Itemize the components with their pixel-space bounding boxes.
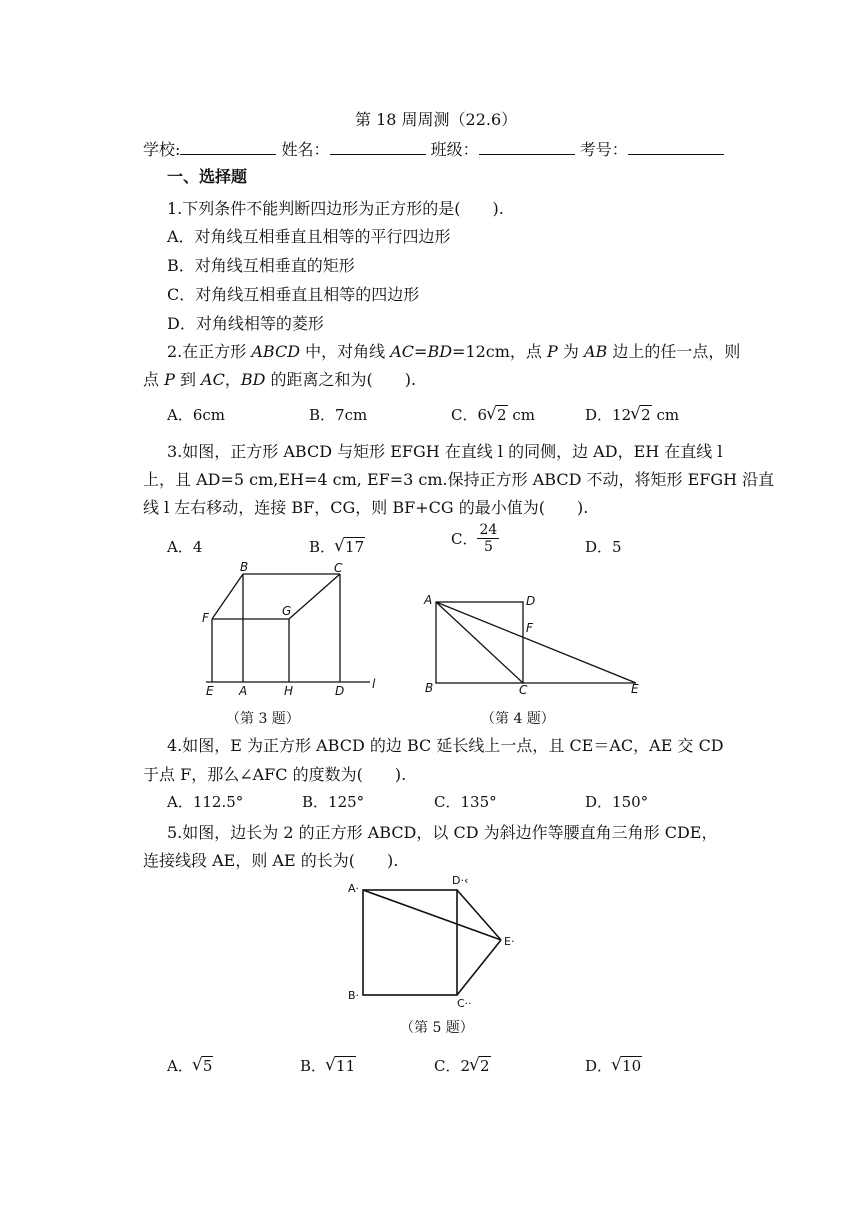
segment-ae xyxy=(363,890,501,940)
q2-stem-line2: 点 P 到 AC，BD 的距离之和为( ). xyxy=(143,370,417,389)
q5-option-d[interactable]: D．√ 10 xyxy=(585,1055,642,1076)
school-blank[interactable] xyxy=(180,140,276,155)
figure-3-caption: （第 3 题） xyxy=(226,711,300,727)
q3-option-d[interactable]: D．5 xyxy=(585,538,622,556)
segment-bf xyxy=(212,574,243,619)
label-b: B· xyxy=(348,989,360,1002)
q1-stem: 1.下列条件不能判断四边形为正方形的是( ). xyxy=(167,199,504,218)
segment-ce xyxy=(457,940,501,995)
label-f: F xyxy=(202,611,209,625)
q3-option-a[interactable]: A．4 xyxy=(167,538,203,556)
q4-option-d[interactable]: D．150° xyxy=(585,793,649,811)
label-d: D xyxy=(526,594,536,608)
school-label: 学校: xyxy=(143,140,181,159)
q3-stem-line2: 上，且 AD=5 cm,EH=4 cm, EF=3 cm.保持正方形 ABCD 不动，将矩形 EFGH 沿直 xyxy=(143,470,775,489)
label-b: B xyxy=(240,560,249,574)
figure-4-caption: （第 4 题） xyxy=(481,711,555,727)
q3-option-c[interactable]: C． $\frac{24}{5}$ xyxy=(451,522,498,556)
class-blank[interactable] xyxy=(479,140,575,155)
figure-4 xyxy=(420,590,650,698)
section-heading: 一、选择题 xyxy=(167,167,248,186)
label-a: A· xyxy=(348,882,360,895)
q2-option-d[interactable]: D．12√ 2 cm xyxy=(585,404,679,425)
q3-stem-line1: 3.如图，正方形 ABCD 与矩形 EFGH 在直线 l 的同侧，边 AD，EH 在直线 l xyxy=(167,442,723,461)
q4-option-c[interactable]: C．135° xyxy=(434,793,497,811)
segment-ae xyxy=(436,602,636,683)
q5-option-a[interactable]: A．√ 5 xyxy=(167,1055,213,1076)
q4-option-a[interactable]: A．112.5° xyxy=(167,793,244,811)
label-a: A xyxy=(424,593,433,607)
figure-5 xyxy=(340,868,530,1008)
q2-option-a[interactable]: A．6cm xyxy=(167,406,226,424)
q5-stem-line1: 5.如图，边长为 2 的正方形 ABCD，以 CD 为斜边作等腰直角三角形 CDE， xyxy=(167,823,718,842)
q5-stem-line2: 连接线段 AE，则 AE 的长为( ). xyxy=(143,851,399,870)
label-h: H xyxy=(284,684,294,698)
q1-option-c[interactable]: C．对角线互相垂直且相等的四边形 xyxy=(167,285,420,304)
q4-option-b[interactable]: B．125° xyxy=(302,793,365,811)
label-e: E xyxy=(206,684,214,698)
label-g: G xyxy=(282,604,292,618)
q1-option-a[interactable]: A．对角线互相垂直且相等的平行四边形 xyxy=(167,227,451,246)
name-blank[interactable] xyxy=(330,140,426,155)
q2-option-c[interactable]: C．6√ 2 cm xyxy=(451,404,535,425)
label-c: C xyxy=(334,561,343,575)
q5-option-b[interactable]: B．√ 11 xyxy=(300,1055,356,1076)
exam-no-label: 考号： xyxy=(579,140,628,159)
q1-option-b[interactable]: B．对角线互相垂直的矩形 xyxy=(167,256,355,275)
figure-3 xyxy=(198,560,388,700)
label-l: l xyxy=(372,677,376,691)
q3-stem-line3: 线 l 左右移动，连接 BF，CG，则 BF+CG 的最小值为( ). xyxy=(143,498,589,517)
label-d: D xyxy=(335,684,345,698)
q4-stem-line2: 于点 F，那么∠AFC 的度数为( ). xyxy=(143,765,407,784)
q2-stem-line1: 2.在正方形 ABCD 中，对角线 AC=BD=12cm，点 P 为 AB 边上的任一点，则 xyxy=(167,342,741,361)
student-info-header xyxy=(143,137,724,160)
segment-cg xyxy=(289,574,340,619)
label-f: F xyxy=(526,621,533,635)
q3-option-b[interactable]: B．√ 17 xyxy=(309,536,365,557)
figure-5-caption: （第 5 题） xyxy=(400,1020,474,1036)
label-e: E· xyxy=(504,935,515,948)
name-label: 姓名： xyxy=(281,140,330,159)
q5-option-c[interactable]: C．2√ 2 xyxy=(434,1055,491,1076)
label-e: E xyxy=(631,682,639,696)
q1-option-d[interactable]: D．对角线相等的菱形 xyxy=(167,314,324,333)
label-a: A xyxy=(239,684,248,698)
q4-stem-line1: 4.如图，E 为正方形 ABCD 的边 BC 延长线上一点，且 CE＝AC，AE 交 CD xyxy=(167,736,724,755)
exam-no-blank[interactable] xyxy=(628,140,724,155)
label-b: B xyxy=(425,681,434,695)
class-label: 班级： xyxy=(430,140,479,159)
label-d: D·‹ xyxy=(452,874,469,887)
label-c: C·· xyxy=(457,997,472,1008)
label-c: C xyxy=(519,683,528,697)
q2-option-b[interactable]: B．7cm xyxy=(309,406,368,424)
page-title: 第 18 周周测（22.6） xyxy=(355,110,518,129)
square-abcd xyxy=(363,890,457,995)
diagonal-ac xyxy=(436,602,523,683)
